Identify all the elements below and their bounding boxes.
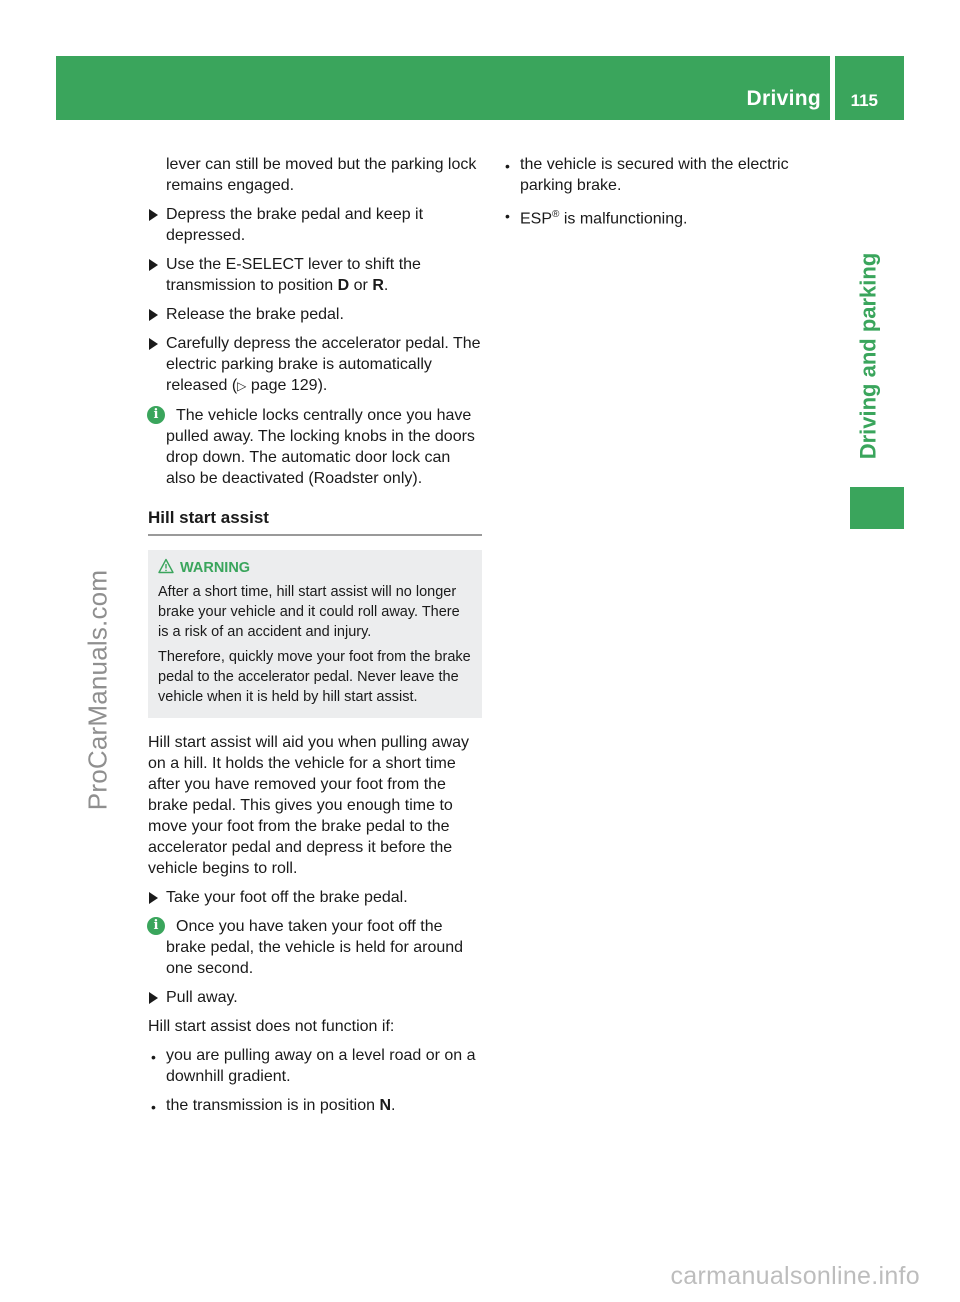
page-reference-arrow-icon: ▷ [237, 379, 247, 393]
bullet-icon: • [151, 1099, 156, 1115]
bullet-icon: • [151, 1049, 156, 1065]
warning-triangle-icon [158, 558, 174, 574]
body-paragraph: Hill start assist will aid you when pulling away on a hill. It holds the vehicle for a short time after you have removed your foot from the brake pedal. This gives you enough time to move your foot from the brake pedal to the accelerator pedal and depress it before the vehicle begins to roll. [148, 734, 470, 877]
chapter-tab-label: Driving and parking [855, 252, 881, 460]
bullet-icon: • [505, 208, 510, 224]
step-item: Take your foot off the brake pedal. [148, 887, 482, 908]
info-note: i The vehicle locks centrally once you have pulled away. The locking knobs in the doors drop down. The automatic door lock can also be deactivated (Roadster only). [148, 405, 482, 489]
header-bar [56, 56, 904, 120]
body-paragraph: Hill start assist does not function if: [148, 1018, 395, 1035]
info-icon: i [147, 917, 165, 935]
info-note: i Once you have taken your foot off the brake pedal, the vehicle is held for around one second. [148, 916, 482, 979]
step-item: Use the E-SELECT lever to shift the transmission to position D or R. [148, 254, 482, 296]
warning-text: Therefore, quickly move your foot from the brake pedal to the accelerator pedal. Never leave the vehicle when it is held by hill start assist. [158, 649, 471, 705]
header-separator [830, 56, 835, 120]
step-arrow-icon [149, 259, 158, 271]
section-heading: Hill start assist [148, 507, 482, 536]
right-column [502, 154, 836, 237]
step-item: Carefully depress the accelerator pedal. The electric parking brake is automatically released (▷ page 129). [148, 333, 482, 397]
bullet-item: • ESP® is malfunctioning. [505, 208, 688, 228]
page-reference-link[interactable]: page 129). [246, 377, 328, 394]
section-title: Driving [746, 87, 821, 110]
bullet-item: • the vehicle is secured with the electric parking brake. [505, 156, 789, 194]
warning-text: After a short time, hill start assist will no longer brake your vehicle and it could roll away. There is a risk of an accident and injury. [158, 584, 460, 640]
step-arrow-icon [149, 338, 158, 350]
chapter-tab [848, 236, 888, 476]
bullet-item: • you are pulling away on a level road or on a downhill gradient. [151, 1047, 476, 1085]
left-column [148, 154, 482, 1124]
bullet-icon: • [505, 158, 510, 174]
step-item: Depress the brake pedal and keep it depressed. [148, 204, 482, 246]
continuation-text: lever can still be moved but the parking lock remains engaged. [166, 156, 477, 194]
bullet-item: • the transmission is in position N. [148, 1095, 482, 1116]
info-icon: i [147, 406, 165, 424]
step-arrow-icon [149, 992, 158, 1004]
chapter-tab-block [850, 487, 904, 529]
warning-header: WARNING [158, 558, 473, 578]
page-number: 115 [850, 91, 878, 110]
step-item: Pull away. [148, 987, 482, 1008]
warning-box [148, 550, 482, 718]
step-arrow-icon [149, 892, 158, 904]
side-watermark: ProCarManuals.com [82, 569, 113, 811]
footer-watermark: carmanualsonline.info [670, 1262, 920, 1290]
step-item: Release the brake pedal. [148, 304, 482, 325]
step-arrow-icon [149, 209, 158, 221]
step-arrow-icon [149, 309, 158, 321]
